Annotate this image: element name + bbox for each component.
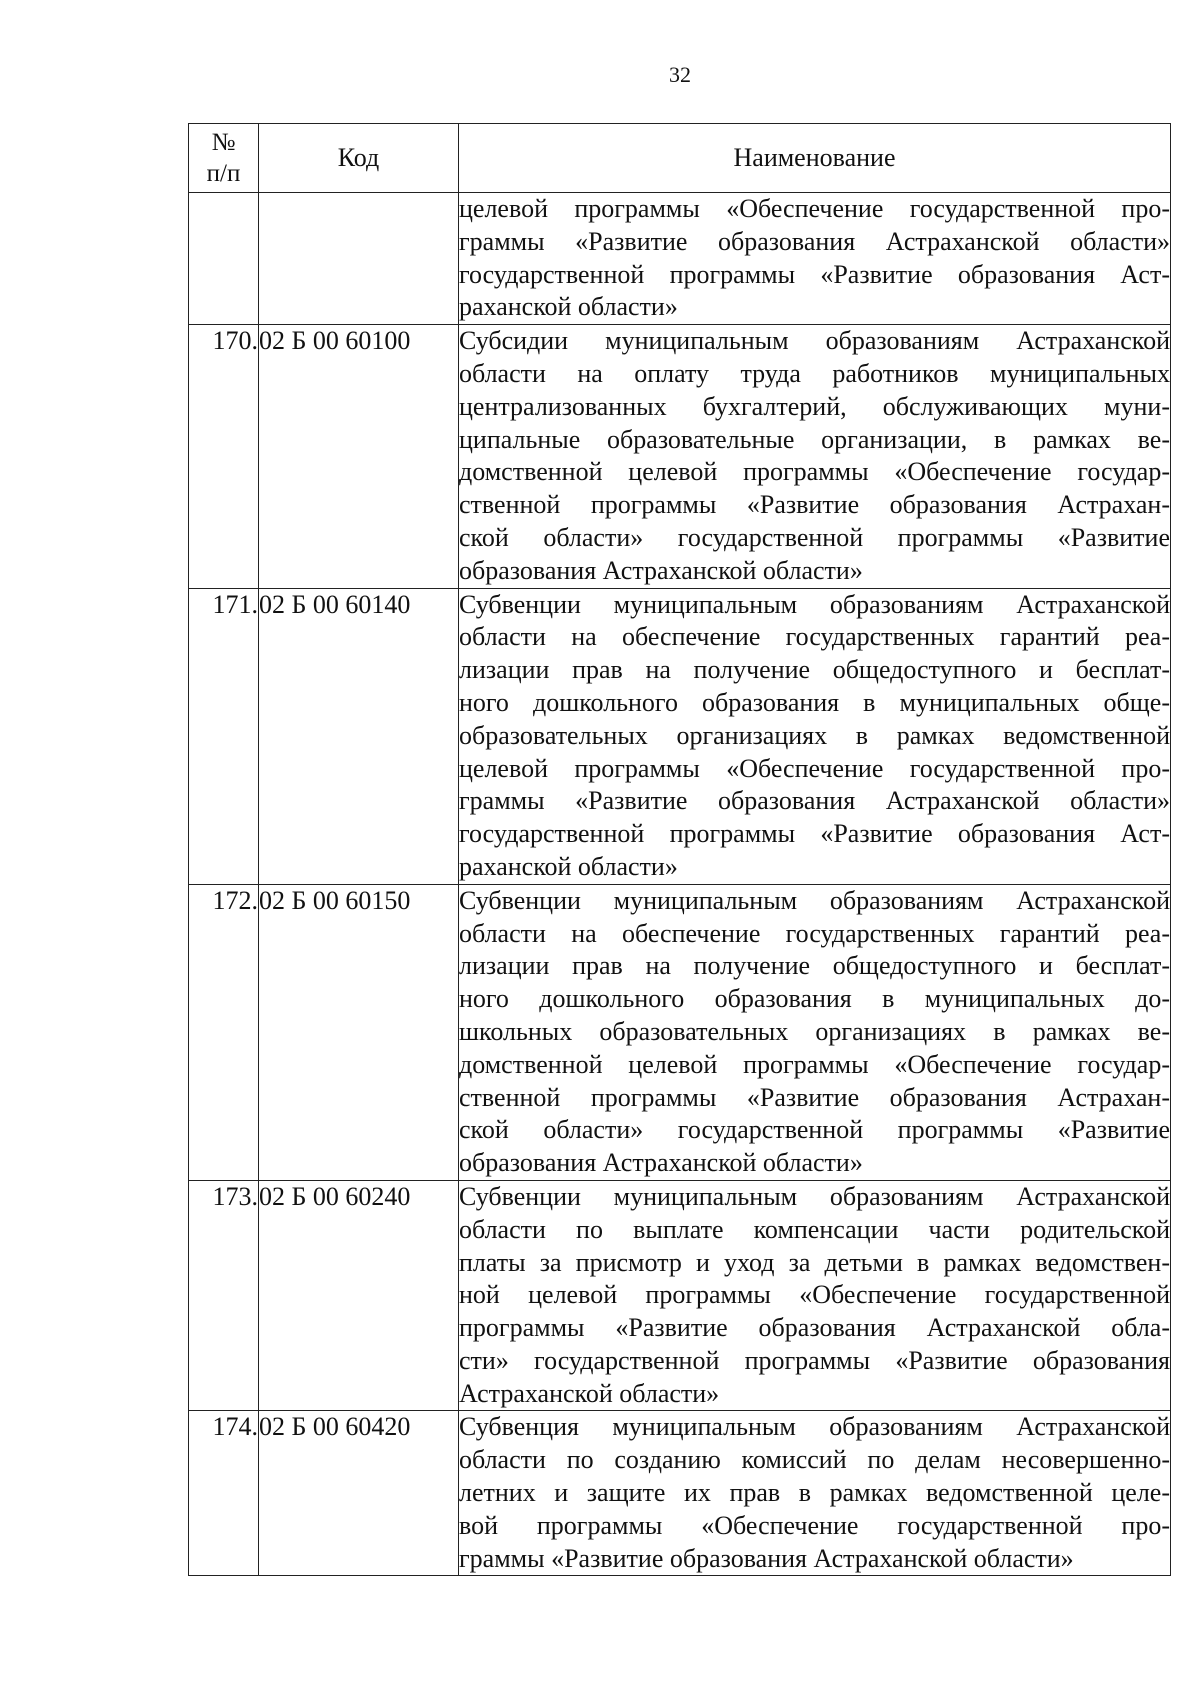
table-row [189, 325, 1171, 588]
name-text-line: образовательных организациях в рамках ведомственной [459, 720, 1170, 750]
name-text-line: лизации прав на получение общедоступного и бесплат- [459, 951, 1170, 981]
table-header-row [189, 124, 1171, 193]
name-text-line: раханской области» [459, 292, 678, 322]
name-text-line: вой программы «Обеспечение государственной про- [459, 1510, 1170, 1540]
name-text-line: государственной программы «Развитие образования Аст- [459, 259, 1170, 289]
name-text-line: ской области» государственной программы «Развитие [459, 522, 1170, 552]
name-text-line: Астраханской области» [459, 1378, 720, 1408]
row-name-cell [459, 588, 1171, 884]
row-code-cell: 02 Б 00 60100 [259, 325, 459, 588]
name-text-line: летних и защите их прав в рамках ведомственной целе- [459, 1478, 1170, 1508]
name-text-line: граммы «Развитие образования Астраханской области» [459, 786, 1170, 816]
name-text-line: домственной целевой программы «Обеспечение государ- [459, 457, 1170, 487]
name-text-line: ственной программы «Развитие образования Астрахан- [459, 1082, 1170, 1112]
page-number: 32 [669, 62, 691, 87]
table-row [189, 1411, 1171, 1576]
row-code-cell: 02 Б 00 60150 [259, 884, 459, 1180]
row-number-cell: 173. [189, 1180, 259, 1411]
name-text-line: области по созданию комиссий по делам несовершенно- [459, 1445, 1170, 1475]
table-row [189, 884, 1171, 1180]
row-code-cell [259, 193, 459, 325]
row-number-cell: 170. [189, 325, 259, 588]
header-code: Код [259, 124, 459, 193]
header-pp: п/п [206, 160, 241, 187]
row-code-cell: 02 Б 00 60240 [259, 1180, 459, 1411]
name-text-line: образования Астраханской области» [459, 555, 863, 585]
header-row-number [189, 124, 259, 193]
table-body [189, 193, 1171, 1576]
table-row [189, 193, 1171, 325]
name-text-line: граммы «Развитие образования Астраханской области» [459, 1543, 1074, 1573]
name-text-line: целевой программы «Обеспечение государственной про- [459, 194, 1170, 223]
table-row [189, 588, 1171, 884]
name-text-line: централизованных бухгалтерий, обслуживающих муни- [459, 391, 1170, 421]
row-code-cell: 02 Б 00 60420 [259, 1411, 459, 1576]
name-text-line: домственной целевой программы «Обеспечение государ- [459, 1049, 1170, 1079]
table-row [189, 1180, 1171, 1411]
name-text-line: области на оплату труда работников муниципальных [459, 358, 1170, 388]
name-text-line: раханской области» [459, 851, 678, 881]
name-text-line: области по выплате компенсации части родительской [459, 1214, 1170, 1244]
name-text-line: Субсидии муниципальным образованиям Астраханской [459, 326, 1170, 356]
row-number-cell: 171. [189, 588, 259, 884]
row-number-cell [189, 193, 259, 325]
row-number-cell: 174. [189, 1411, 259, 1576]
name-text-line: Субвенции муниципальным образованиям Астраханской [459, 589, 1170, 619]
name-text-line: программы «Развитие образования Астраханской обла- [459, 1313, 1170, 1343]
name-text-line: ственной программы «Развитие образования Астрахан- [459, 490, 1170, 520]
row-name-cell [459, 1180, 1171, 1411]
row-name-cell [459, 1411, 1171, 1576]
name-text-line: целевой программы «Обеспечение государственной про- [459, 753, 1170, 783]
row-code-cell: 02 Б 00 60140 [259, 588, 459, 884]
name-text-line: граммы «Развитие образования Астраханской области» [459, 226, 1170, 256]
row-number-cell: 172. [189, 884, 259, 1180]
name-text-line: образования Астраханской области» [459, 1148, 863, 1178]
name-text-line: сти» государственной программы «Развитие образования [459, 1345, 1170, 1375]
name-text-line: платы за присмотр и уход за детьми в рамках ведомствен- [459, 1247, 1170, 1277]
name-text-line: ной целевой программы «Обеспечение государственной [459, 1280, 1170, 1310]
header-name: Наименование [459, 124, 1171, 193]
budget-code-table [188, 123, 1171, 1576]
row-name-cell [459, 325, 1171, 588]
name-text-line: ской области» государственной программы «Развитие [459, 1115, 1170, 1145]
name-text-line: Субвенции муниципальным образованиям Астраханской [459, 1181, 1170, 1211]
name-text-line: Субвенции муниципальным образованиям Астраханской [459, 885, 1170, 915]
row-name-cell [459, 193, 1171, 325]
header-number-sign: № [211, 129, 236, 156]
name-text-line: ципальные образовательные организации, в рамках ве- [459, 424, 1170, 454]
name-text-line: области на обеспечение государственных гарантий реа- [459, 918, 1170, 948]
name-text-line: лизации прав на получение общедоступного и бесплат- [459, 655, 1170, 685]
name-text-line: государственной программы «Развитие образования Аст- [459, 819, 1170, 849]
name-text-line: ного дошкольного образования в муниципальных обще- [459, 687, 1170, 717]
name-text-line: школьных образовательных организациях в рамках ве- [459, 1016, 1170, 1046]
name-text-line: Субвенция муниципальным образованиям Астраханской [459, 1412, 1170, 1442]
name-text-line: области на обеспечение государственных гарантий реа- [459, 622, 1170, 652]
row-name-cell [459, 884, 1171, 1180]
name-text-line: ного дошкольного образования в муниципальных до- [459, 984, 1170, 1014]
